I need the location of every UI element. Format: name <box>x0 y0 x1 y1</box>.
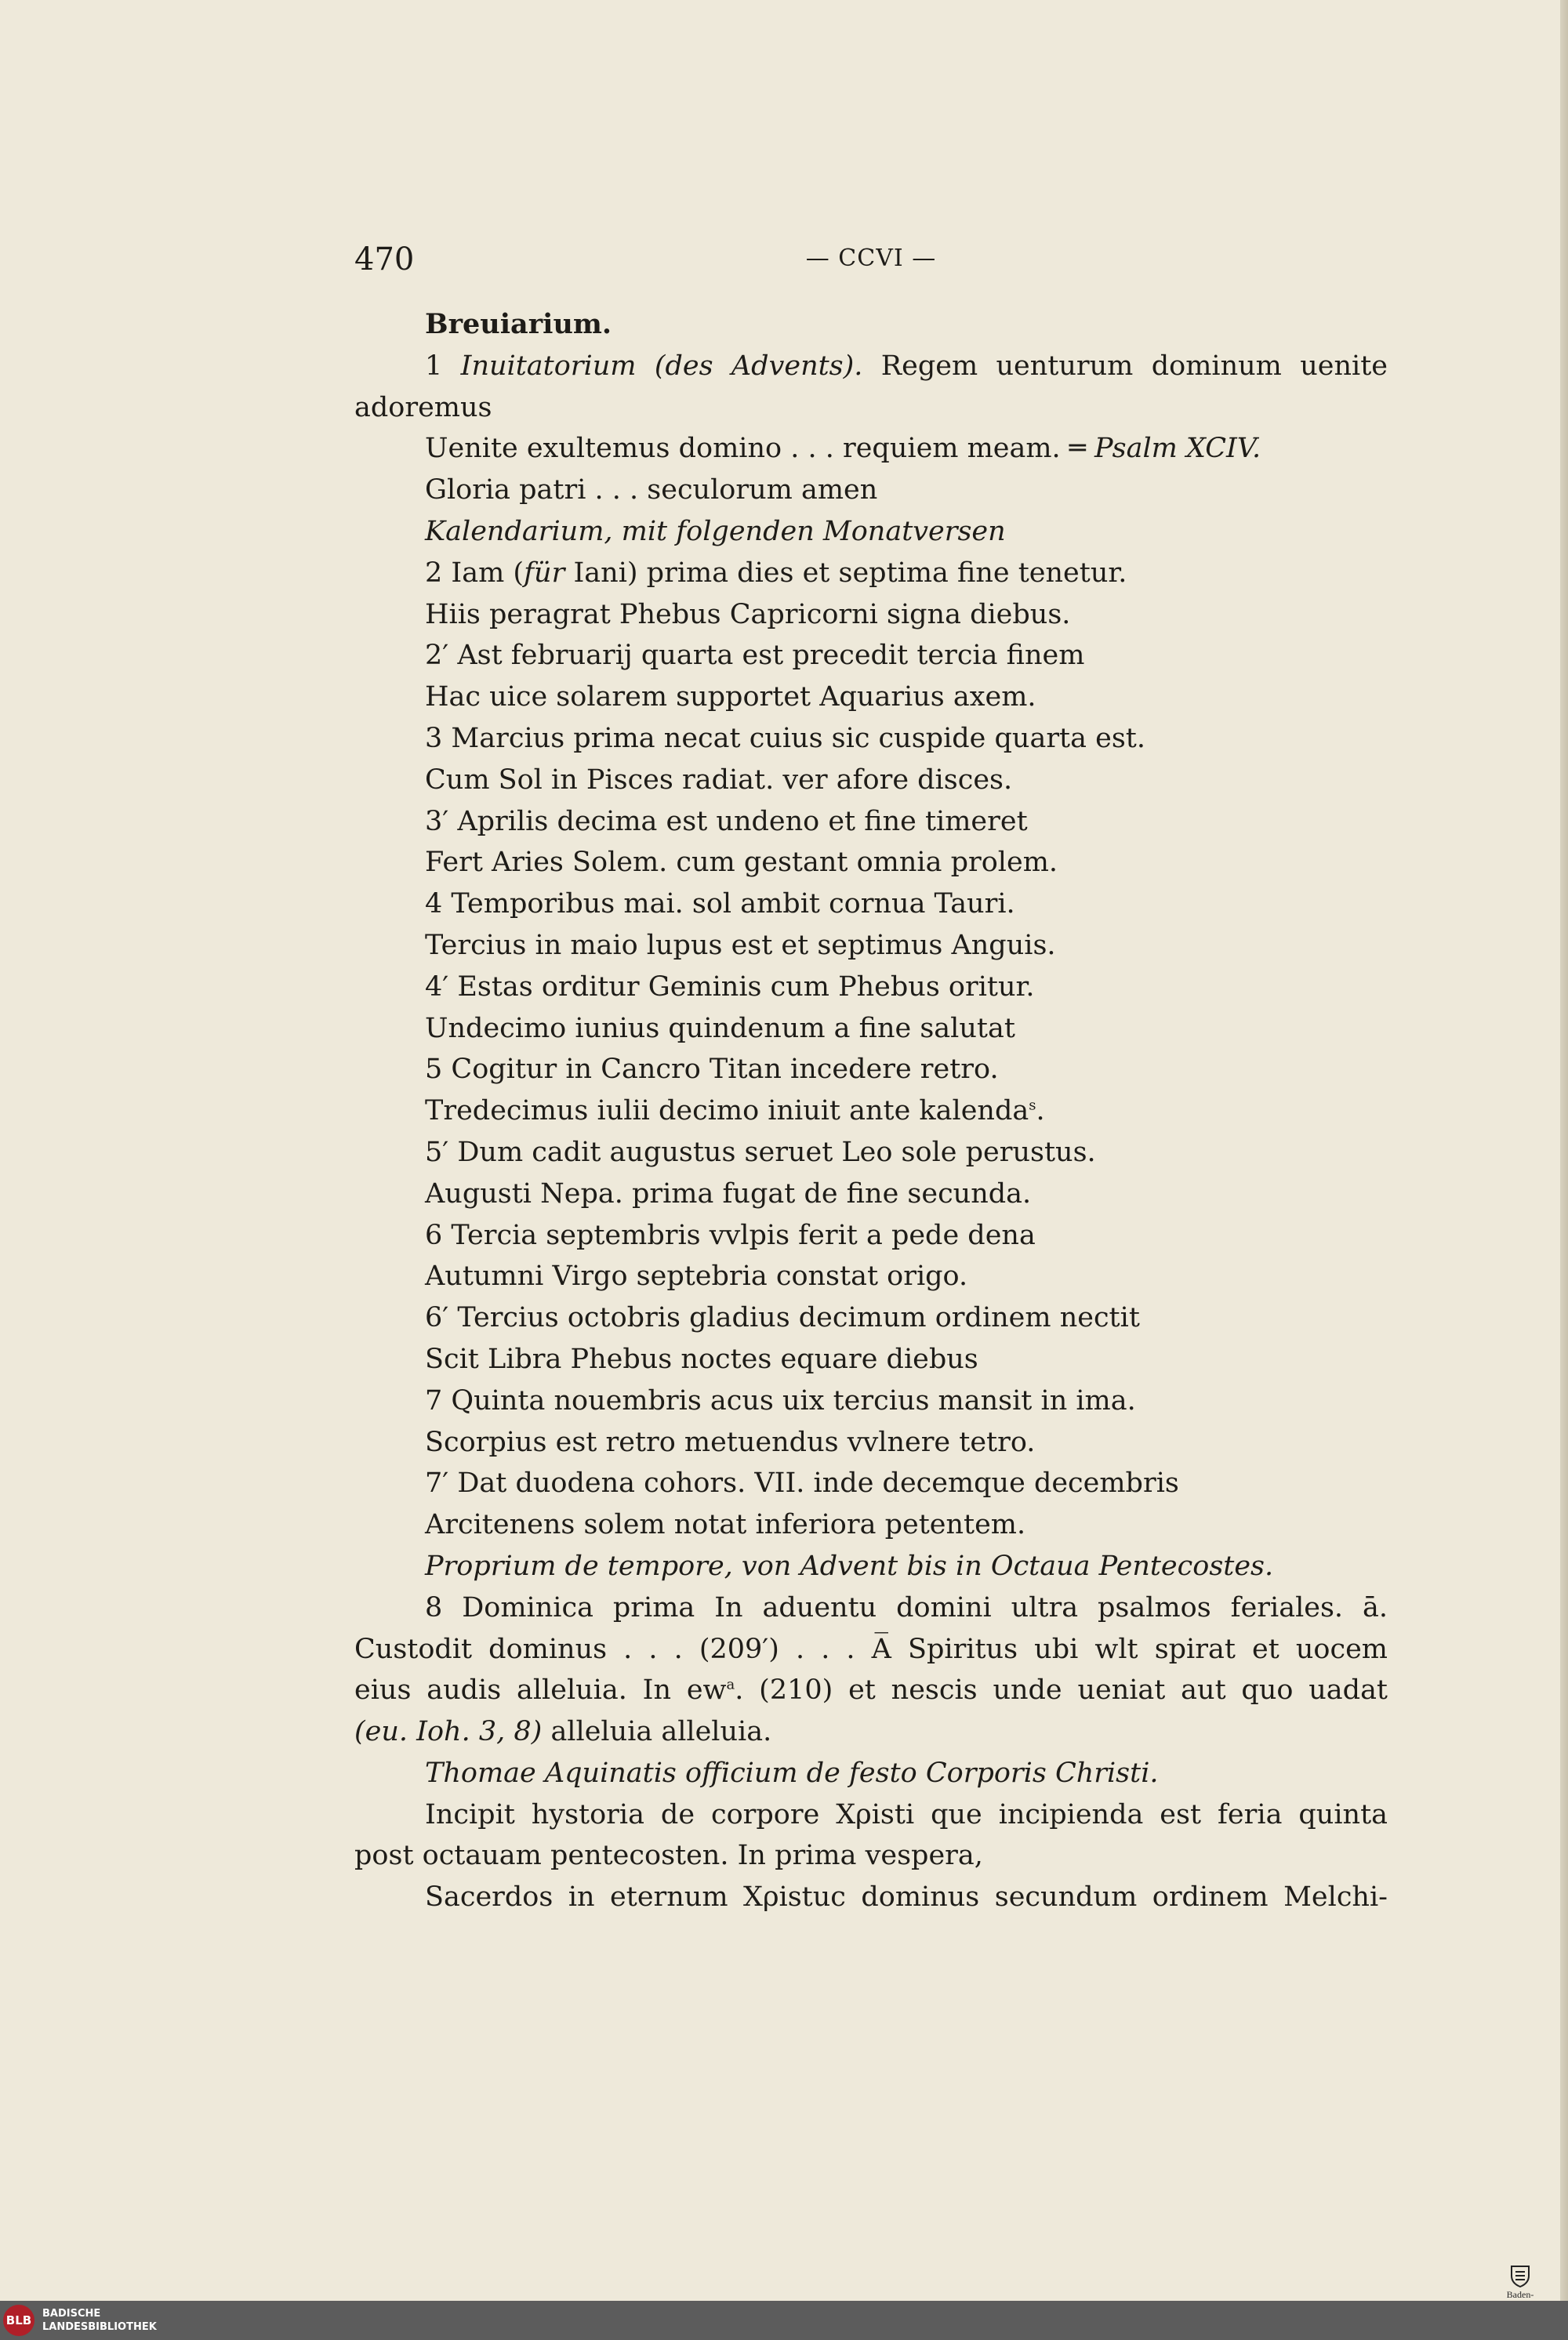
text-line: (eu. Ioh. 3, 8) alleluia alleluia. <box>354 1716 772 1748</box>
entry-number: 7′ <box>425 1467 449 1500</box>
text-line: 8 Dominica prima In aduentu domini ultra psalmos feriales. ā. <box>425 1591 1388 1623</box>
folio-ref: 209′ <box>710 1633 769 1665</box>
text-line: 1 Inuitatorium (des Advents). Regem uenturum dominum uenite <box>425 350 1388 382</box>
page-edge <box>1560 0 1568 2301</box>
entry-number: 6 <box>425 1219 443 1251</box>
entry-number: 5 <box>425 1054 443 1086</box>
entry-number: 1 <box>425 350 443 382</box>
text-line: Sacerdos in eternum Xρistuc dominus secundum ordinem Melchi- <box>425 1881 1388 1914</box>
text-line: 6′ Tercius octobris gladius decimum ordinem nectit <box>425 1302 1140 1334</box>
folio-ref: 210 <box>769 1674 822 1707</box>
entry-number: 3′ <box>425 805 449 837</box>
text-line: Uenite exultemus domino . . . requiem meam. ═ Psalm XCIV. <box>425 433 1261 465</box>
text-line: 3 Marcius prima necat cuius sic cuspide quarta est. <box>425 722 1145 754</box>
entry-number: 4 <box>425 888 443 920</box>
library-name: BADISCHE LANDESBIBLIOTHEK <box>42 2308 157 2333</box>
text-line: 7 Quinta nouembris acus uix tercius mansit in ima. <box>425 1384 1136 1417</box>
text-line: 3′ Aprilis decima est undeno et fine timeret <box>425 805 1028 837</box>
text-line: Incipit hystoria de corpore Xρisti que incipienda est feria quinta <box>425 1798 1388 1830</box>
section-heading: Proprium de tempore, von Advent bis in Octaua Pentecostes. <box>425 1550 1274 1582</box>
text-line <box>354 304 1388 346</box>
crest-icon <box>1509 2264 1531 2287</box>
text-line: Fert Aries Solem. cum gestant omnia prolem. <box>425 847 1058 879</box>
text-line: adoremus <box>354 391 492 423</box>
text-line: Augusti Nepa. prima fugat de fine secunda. <box>425 1177 1032 1210</box>
state-mark-label: Baden- <box>1506 2289 1534 2300</box>
text-line: Custodit dominus . . . (209′) . . . A̅ Spiritus ubi wlt spirat et uocem <box>354 1633 1388 1665</box>
section-heading: Thomae Aquinatis officium de festo Corporis Christi. <box>425 1757 1159 1789</box>
footer-bar <box>0 2301 1568 2340</box>
entry-number: 5′ <box>425 1136 449 1168</box>
text-line: 5 Cogitur in Cancro Titan incedere retro. <box>425 1054 999 1086</box>
text-line: 7′ Dat duodena cohors. VII. inde decemque decembris <box>425 1467 1179 1500</box>
section-heading: Kalendarium, mit folgenden Monatversen <box>425 515 1006 547</box>
text-line: Arcitenens solem notat inferiora petentem. <box>425 1509 1026 1541</box>
entry-number: 2 <box>425 557 443 589</box>
text-line: Hac uice solarem supportet Aquarius axem. <box>425 681 1036 713</box>
superscript: a <box>726 1676 735 1693</box>
text-line: 2′ Ast februarij quarta est precedit tercia finem <box>425 640 1085 672</box>
entry-number: 7 <box>425 1384 443 1417</box>
text-line: Scorpius est retro metuendus vvlnere tetro. <box>425 1426 1036 1458</box>
running-head: — CCVI — <box>805 245 937 272</box>
text-line: eius audis alleluia. In $ew^a$. (210) et nescis unde ueniat aut quo uadat <box>354 1674 1388 1707</box>
text-line: 4′ Estas orditur Geminis cum Phebus oritur. <box>425 970 1035 1003</box>
section-heading: Breuiarium. <box>425 308 612 340</box>
text-line: post octauam pentecosten. In prima vespera, <box>354 1840 983 1872</box>
text-line: Scit Libra Phebus noctes equare diebus <box>425 1343 978 1375</box>
text-line: 4 Temporibus mai. sol ambit cornua Tauri. <box>425 888 1015 920</box>
text-line: Undecimo iunius quindenum a fine salutat <box>425 1012 1015 1044</box>
text-line: Gloria patri . . . seculorum amen <box>425 474 878 506</box>
superscript: s <box>1029 1097 1036 1114</box>
text-line: 5′ Dum cadit augustus seruet Leo sole perustus. <box>425 1136 1096 1168</box>
library-logo-icon[interactable]: BLB <box>3 2305 34 2336</box>
text-line: Cum Sol in Pisces radiat. ver afore disces. <box>425 764 1013 796</box>
entry-number: 8 <box>425 1591 443 1623</box>
entry-number: 4′ <box>425 970 449 1003</box>
entry-number: 3 <box>425 722 443 754</box>
text-line: 6 Tercia septembris vvlpis ferit a pede dena <box>425 1219 1036 1251</box>
page-body <box>354 304 1388 1918</box>
page-number: 470 <box>354 241 415 278</box>
text-line: 2 Iam (für Iani) prima dies et septima fine tenetur. <box>425 557 1127 589</box>
page-header <box>354 241 1388 285</box>
text-line: Autumni Virgo septebria constat origo. <box>425 1261 968 1293</box>
text-line: Tercius in maio lupus est et septimus Anguis. <box>425 929 1056 961</box>
text-line: Hiis peragrat Phebus Capricorni signa diebus. <box>425 598 1071 630</box>
text-line: Tredecimus iulii decimo iniuit ante kalenda$^s$. <box>425 1095 1045 1127</box>
entry-number: 6′ <box>425 1302 449 1334</box>
entry-number: 2′ <box>425 640 449 672</box>
